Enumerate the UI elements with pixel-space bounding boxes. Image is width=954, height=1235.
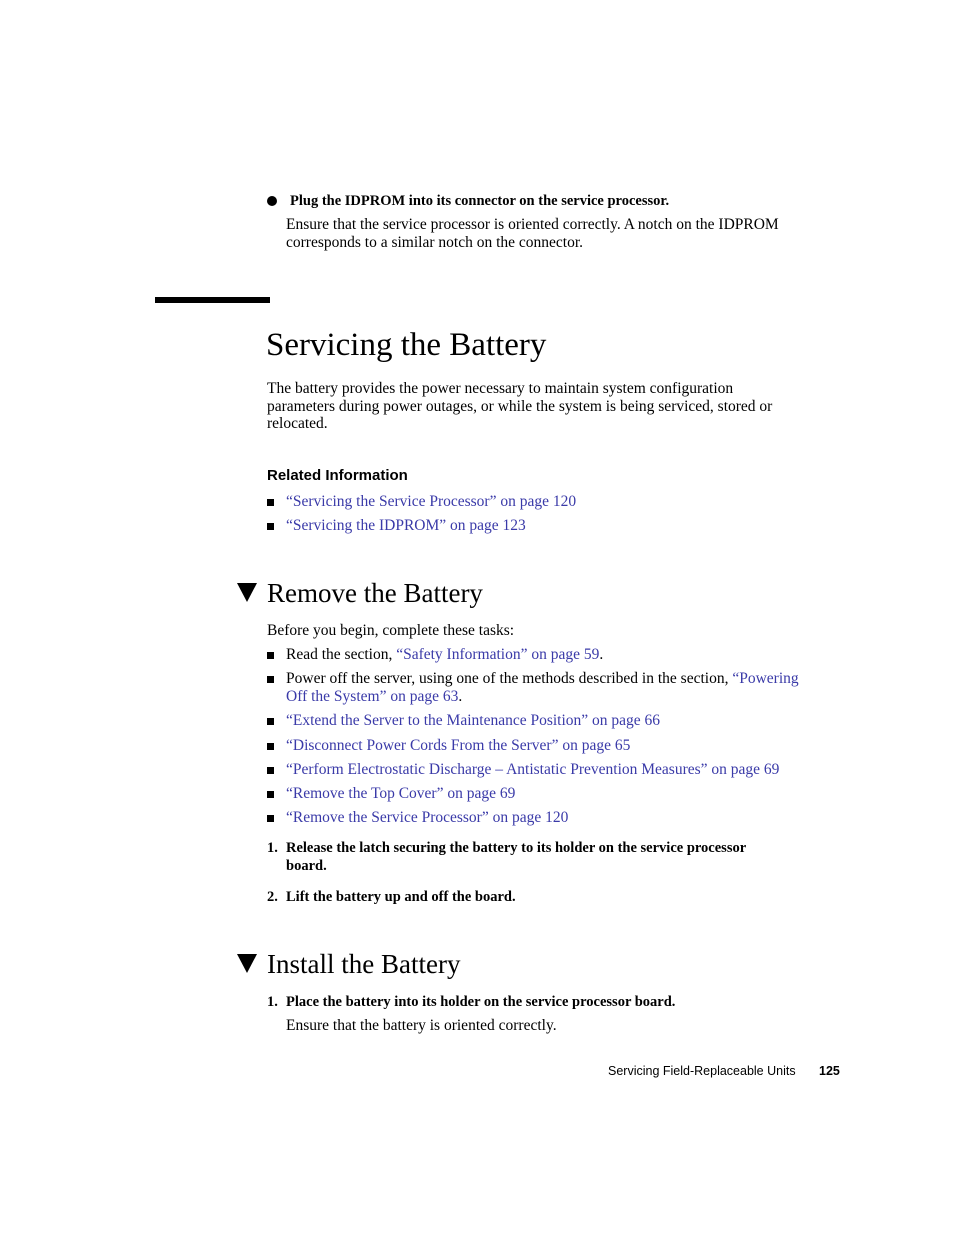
section-rule bbox=[155, 297, 270, 303]
powering-off-link-cont[interactable]: Off the System” on page 63 bbox=[286, 688, 459, 705]
powering-off-link[interactable]: “Powering bbox=[732, 670, 799, 687]
section-intro-line2: parameters during power outages, or while the system is being serviced, stored or bbox=[267, 398, 773, 415]
related-link-service-processor[interactable]: “Servicing the Service Processor” on page 120 bbox=[286, 493, 577, 510]
task-link-remove-service-processor[interactable]: “Remove the Service Processor” on page 120 bbox=[286, 809, 569, 826]
footer-chapter: Servicing Field-Replaceable Units bbox=[608, 1064, 796, 1078]
list-bullet bbox=[267, 718, 274, 725]
remove-step2-text: Lift the battery up and off the board. bbox=[286, 889, 516, 905]
intro-step-body-line1: Ensure that the service processor is oriented correctly. A notch on the IDPROM bbox=[286, 216, 779, 233]
remove-step1-line1: Release the latch securing the battery to its holder on the service processor bbox=[286, 840, 747, 856]
section-intro-line1: The battery provides the power necessary to maintain system configuration bbox=[267, 380, 734, 397]
section-intro-line3: relocated. bbox=[267, 415, 328, 432]
remove-battery-title: Remove the Battery bbox=[267, 578, 483, 608]
task-safety-suffix: . bbox=[599, 646, 604, 663]
list-bullet bbox=[267, 767, 274, 774]
install-step1-number: 1. bbox=[267, 994, 278, 1010]
list-bullet bbox=[267, 499, 274, 506]
procedure-triangle-icon bbox=[237, 583, 257, 602]
task-link-extend-server[interactable]: “Extend the Server to the Maintenance Position” on page 66 bbox=[286, 712, 661, 729]
install-step1-body: Ensure that the battery is oriented correctly. bbox=[286, 1017, 557, 1034]
remove-step2-number: 2. bbox=[267, 889, 278, 905]
task-power-off-line2 bbox=[286, 688, 462, 706]
list-bullet bbox=[267, 652, 274, 659]
task-link-esd[interactable]: “Perform Electrostatic Discharge – Antistatic Prevention Measures” on page 69 bbox=[286, 761, 780, 778]
footer-page-number: 125 bbox=[819, 1064, 840, 1078]
list-bullet bbox=[267, 676, 274, 683]
section-title: Servicing the Battery bbox=[266, 327, 547, 363]
list-bullet bbox=[267, 815, 274, 822]
task-power-off-prefix: Power off the server, using one of the methods described in the section, bbox=[286, 670, 733, 687]
task-safety-prefix: Read the section, bbox=[286, 646, 397, 663]
list-bullet bbox=[267, 523, 274, 530]
related-link-idprom[interactable]: “Servicing the IDPROM” on page 123 bbox=[286, 517, 526, 534]
task-power-off-suffix: . bbox=[458, 688, 463, 705]
intro-step-body-line2: corresponds to a similar notch on the connector. bbox=[286, 234, 584, 251]
list-bullet bbox=[267, 743, 274, 750]
task-link-disconnect-power[interactable]: “Disconnect Power Cords From the Server” on page 65 bbox=[286, 737, 631, 754]
procedure-triangle-icon bbox=[237, 954, 257, 973]
remove-step1-line2: board. bbox=[286, 858, 327, 874]
install-battery-title: Install the Battery bbox=[267, 949, 461, 979]
related-information-heading: Related Information bbox=[267, 467, 408, 484]
safety-information-link[interactable]: “Safety Information” on page 59 bbox=[396, 646, 600, 663]
remove-lead: Before you begin, complete these tasks: bbox=[267, 622, 515, 639]
intro-step-title: Plug the IDPROM into its connector on the service processor. bbox=[290, 193, 670, 209]
remove-step1-number: 1. bbox=[267, 840, 278, 856]
list-bullet bbox=[267, 791, 274, 798]
bullet-dot bbox=[267, 196, 277, 206]
install-step1-text: Place the battery into its holder on the service processor board. bbox=[286, 994, 676, 1010]
task-power-off-line1 bbox=[286, 670, 799, 688]
task-link-remove-top-cover[interactable]: “Remove the Top Cover” on page 69 bbox=[286, 785, 516, 802]
task-safety bbox=[286, 646, 603, 664]
